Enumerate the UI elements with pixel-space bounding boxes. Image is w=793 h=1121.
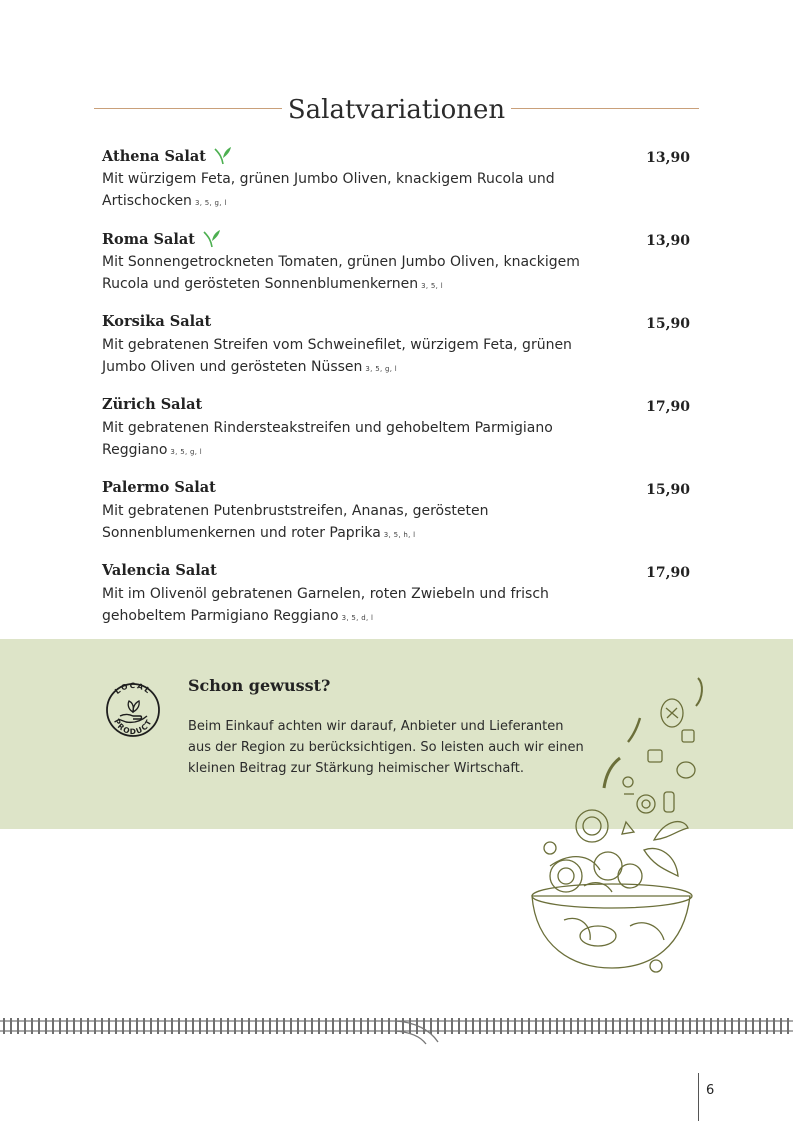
item-description-text: Mit Sonnengetrockneten Tomaten, grünen Jumbo Oliven, knackigem Rucola und gerösteten Sonnenblumenkernen [102,254,580,292]
item-allergens: 3, 5, d, l [341,614,374,622]
menu-item [102,310,692,380]
item-name: Korsika Salat [102,313,212,330]
info-title: Schon gewusst? [188,676,331,695]
info-text: Beim Einkauf achten wir darauf, Anbieter und Lieferanten aus der Region zu berücksichtigen. So leisten auch wir einen kleinen Beitrag zur Stärkung heimischer Wirtschaft. [188,719,584,776]
salad-bowl-illustration [520,670,720,980]
item-description [102,334,592,380]
item-price: 17,90 [646,565,690,581]
menu-item [102,393,692,463]
item-description [102,583,592,629]
menu-item [102,227,692,297]
leaf-icon [201,227,223,249]
item-description [102,500,592,546]
item-name: Valencia Salat [102,562,217,579]
item-description-text: Mit im Olivenöl gebratenen Garnelen, roten Zwiebeln und frisch gehobeltem Parmigiano Reggiano [102,586,549,624]
rail-track-divider [0,1016,793,1046]
menu-item [102,476,692,546]
leaf-icon [212,144,234,166]
menu-item [102,144,692,214]
item-name: Palermo Salat [102,479,216,496]
item-description-text: Mit gebratenen Streifen vom Schweinefilet, würzigem Feta, grünen Jumbo Oliven und gerösteten Nüssen [102,337,572,375]
item-allergens: 3, 5, l [421,282,443,290]
item-price: 15,90 [646,482,690,498]
page-title: Salatvariationen [287,95,506,125]
badge-top-text: LOCAL [113,680,153,696]
item-description-text: Mit gebratenen Rindersteakstreifen und gehobeltem Parmigiano Reggiano [102,420,553,458]
item-allergens: 3, 5, h, l [383,531,416,539]
item-description-text: Mit gebratenen Putenbruststreifen, Ananas, gerösteten Sonnenblumenkernen und roter Paprika [102,503,489,541]
page-number-divider [698,1073,699,1121]
item-price: 13,90 [646,233,690,249]
item-description [102,251,592,297]
item-description-text: Mit würzigem Feta, grünen Jumbo Oliven, knackigem Rucola und Artischocken [102,171,555,209]
svg-text:LOCAL [113,681,153,696]
page-number: 6 [706,1083,715,1098]
menu-list [102,144,692,642]
local-product-icon [102,676,164,748]
item-name: Athena Salat [102,148,206,165]
item-name: Roma Salat [102,231,195,248]
item-price: 15,90 [646,316,690,332]
item-description [102,168,592,214]
menu-item [102,559,692,629]
heading-rule-right [511,108,699,109]
item-price: 13,90 [646,150,690,166]
section-heading [94,92,699,128]
item-allergens: 3, 5, g, l [365,365,398,373]
item-allergens: 3, 5, g, l [194,199,227,207]
item-name: Zürich Salat [102,396,203,413]
item-description [102,417,592,463]
item-allergens: 3, 5, g, l [170,448,203,456]
badge-bottom-text: PRODUCT [112,717,154,737]
svg-text:PRODUCT [112,717,154,736]
item-price: 17,90 [646,399,690,415]
